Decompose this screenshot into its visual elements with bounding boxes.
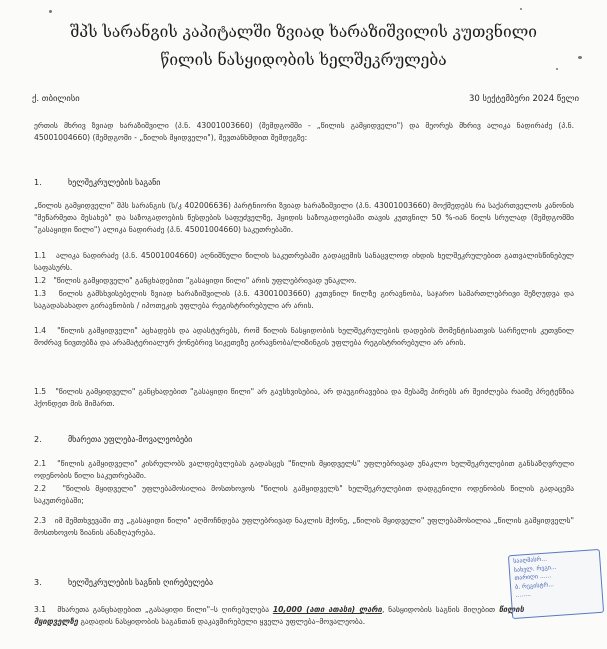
clause-number: 1.5 xyxy=(34,387,47,396)
title-line-2: წილის ნასყიდობის ხელშეკრულება xyxy=(160,51,447,69)
clause-text: "წილის გამყიდველი" განცხადებით "გასაყიდი წილი" არ გაუსხვისებია, არ დაუგირავებია და მესამე პირებს არ შეიძლება რაიმე პრეტენზია ჰქონდეთ მის მიმართ. xyxy=(34,387,574,409)
clause-2-2 xyxy=(34,483,574,507)
clause-text: წილის გამსხვისებელის ზვიად ხარაზიშვილის (პ.ნ. 43001003660) კუთვნილ წილზე გირავნობა, საჯარო სამართლებრივი შეზღუდვა და საგადასახადო გირავნობის / იპოთეკის უფლება რეგისტრირებული არ არის. xyxy=(34,289,574,311)
clause-1-2 xyxy=(34,275,574,287)
clause-number: 1.2 xyxy=(34,276,47,285)
section-title: ხელშეკრულების საგანი xyxy=(68,178,161,187)
clause-number: 3.1 xyxy=(34,605,47,614)
clause-number: 1.1 xyxy=(34,251,47,260)
document-title xyxy=(40,18,567,74)
section-title: მხარეთა უფლება-მოვალეობები xyxy=(68,435,193,444)
clause-text: , ნასყიდობის საგნის მიღებით xyxy=(381,605,496,614)
section-1-paragraph: „წილის გამყიდველი" შპს სარანგის (ს/კ 402006636) პარტნიორი ზვიად ხარაზიშვილი (პ.ნ. 43001003660) მოქმედებს რა საქართველოს კანონის "მეწარმეთა შესახებ" და საზოგადოების წესდების საფუძველზე, ჰყიდის საზოგადოებაში თავის კუთვნილ 50 %-იან წილს სრულად (შემდგომში "გასაყიდი წილი") ალიკა ნადირაძე (პ.ნ. 45001004660) საკუთრებაში. xyxy=(34,201,574,235)
clause-text: "წილის გამყიდველი" განცხადებით "გასაყიდი წილი" არის უფლებრივად უნაკლო. xyxy=(53,276,357,285)
price-amount: 10,000 (ათი ათასი) ლარი xyxy=(272,605,382,614)
date: 30 სექტემბერი 2024 წელი xyxy=(468,94,579,104)
scan-speck xyxy=(556,68,558,70)
stamp-line: ........ xyxy=(515,590,532,599)
place: ქ. თბილისი xyxy=(32,94,80,104)
scan-speck xyxy=(520,8,522,10)
section-2-heading xyxy=(34,435,192,444)
clause-1-4 xyxy=(34,325,574,349)
section-number: 2. xyxy=(34,435,42,444)
clause-3-1 xyxy=(34,604,524,628)
clause-number: 1.3 xyxy=(34,289,47,298)
clause-text: გადადის ნასყიდობის საგანთან დაკავშირებული ყველა უფლება–მოვალეობა. xyxy=(80,617,366,627)
section-1-heading xyxy=(34,178,160,187)
clause-number: 1.4 xyxy=(34,326,47,335)
section-number: 3. xyxy=(34,578,42,587)
clause-number: 2.3 xyxy=(34,516,47,525)
clause-text: იმ შემთხვევაში თუ „გასაყიდი წილი" აღმოჩნდება უფლებრივად ნაკლის მქონე, „წილის მყიდველი" უფლებამოსილია „წილის გამყიდველს" მოსთხოვოს ზიანის ანაზღაურება. xyxy=(34,516,574,538)
clause-text: მხარეთა განცხადებით „გასაყიდი წილი"–ს ღირებულება xyxy=(57,605,270,614)
intro-paragraph: ერთის მხრივ ზვიად ხარაზიშვილი (პ.ნ. 43001003660) (შემდგომში - „წილის გამყიდველი") და მეორეს მხრივ ალიკა ნადირაძე (პ.ნ. 45001004660) (შემდგომი - „წილის მყიდველი"), შევთანხმდით შემდეგზე: xyxy=(34,121,574,143)
clause-number: 2.2 xyxy=(34,484,47,493)
clause-1-5 xyxy=(34,386,574,410)
section-3-heading xyxy=(34,578,213,587)
stamp-line: ბ. რეგისტრ... xyxy=(514,580,555,591)
clause-1-3 xyxy=(34,288,574,312)
clause-text: "წილის მყიდველი" უფლებამოსილია მოსთხოვოს "წილის გამყიდველს" ხელშეკრულებით დადგენილი ოდენობის წილის გადაცემა საკუთრებაში; xyxy=(34,484,574,506)
section-number: 1. xyxy=(34,178,42,187)
clause-2-3 xyxy=(34,515,574,539)
registry-stamp xyxy=(508,549,604,619)
stamp-line: თარიღი ...... xyxy=(514,572,552,582)
clause-number: 2.1 xyxy=(34,459,47,468)
scan-speck xyxy=(578,56,582,59)
clause-1-1 xyxy=(34,250,574,274)
clause-text: ალიკა ნადირაძე (პ.ნ. 45001004660) აღნიშნული წილის საკუთრებაში გადაცემის სანაცვლოდ იხდის ხელშეკრულებით გათვალისწინებულ საფასურს. xyxy=(34,251,574,273)
section-title: ხელშეკრულების საგნის ღირებულება xyxy=(68,578,214,587)
scan-speck xyxy=(49,10,52,13)
clause-2-1 xyxy=(34,458,574,482)
clause-text: "წილის გამყიდველი" კისრულობს ვალდებულებას გადასცეს "წილის მყიდველს" უფლებრივად უნაკლო ხელშეკრულებით განსაზღვრული ოდენობის წილი საკუთრებაში. xyxy=(34,459,574,481)
clause-text: "წილის გამყიდველი" აცხადებს და ადასტურებს, რომ წილის ნასყიდობის ხელშეკრულების დადების მომენტისათვის სარჩელის კუთვნილ მოძრავ ნივთებზა და არამატერიალურ ქონებრივ სიკეთეზე გირავნობა/ლიზინგის უფლება რეგისტრირებული არ არის. xyxy=(34,326,574,348)
stamp-line: სააღმასრ... xyxy=(513,555,548,565)
title-line-1: შპს სარანგის კაპიტალში ზვიად ხარაზიშვილის კუთვნილი xyxy=(70,23,537,41)
buyer-label: წილის მყიდველზე xyxy=(34,605,524,627)
stamp-line: სახელ. რეგი... xyxy=(513,563,557,574)
